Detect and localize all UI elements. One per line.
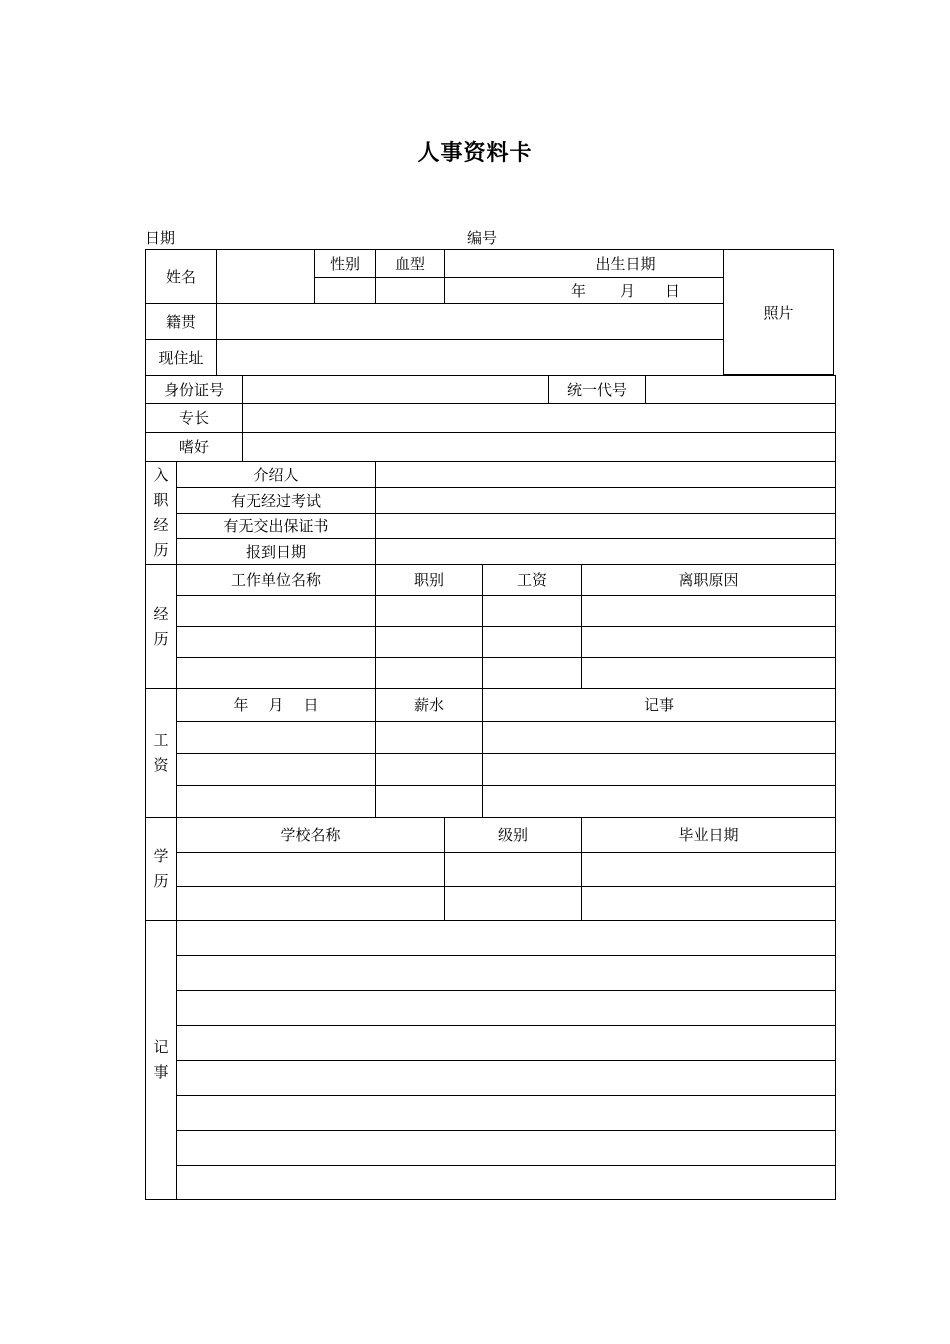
- introducer-label: 介绍人: [177, 462, 376, 488]
- hobby-field[interactable]: [243, 433, 836, 462]
- address-field[interactable]: [217, 340, 807, 376]
- native-place-field[interactable]: [217, 304, 807, 340]
- name-field[interactable]: [217, 250, 315, 304]
- table-row: [146, 722, 836, 754]
- salary-section-label: 工 资: [146, 689, 177, 818]
- table-row: [146, 786, 836, 818]
- birth-year-label: 年: [570, 281, 586, 300]
- personnel-form-table: [145, 249, 836, 1200]
- gender-label: 性别: [315, 250, 376, 278]
- notes-line[interactable]: [177, 1166, 836, 1200]
- table-row: [146, 853, 836, 887]
- birth-month-label: 月: [620, 281, 636, 300]
- notes-line[interactable]: [177, 1061, 836, 1096]
- guarantee-field[interactable]: [376, 514, 836, 539]
- address-label: 现住址: [146, 340, 217, 376]
- specialty-field[interactable]: [243, 404, 836, 433]
- table-row: [146, 596, 836, 627]
- level-header: 级别: [445, 818, 582, 853]
- unified-code-field[interactable]: [646, 376, 836, 404]
- wage-header: 工资: [483, 565, 582, 596]
- exam-field[interactable]: [376, 488, 836, 514]
- native-place-label: 籍贯: [146, 304, 217, 340]
- table-row: [146, 754, 836, 786]
- pay-header: 薪水: [376, 689, 483, 722]
- unified-code-label: 统一代号: [549, 376, 646, 404]
- salary-note-header: 记事: [483, 689, 836, 722]
- leave-reason-header: 离职原因: [582, 565, 836, 596]
- guarantee-label: 有无交出保证书: [177, 514, 376, 539]
- report-date-field[interactable]: [376, 539, 836, 565]
- photo-box[interactable]: [723, 249, 834, 375]
- report-date-label: 报到日期: [177, 539, 376, 565]
- entry-section-label: 入 职 经 历: [146, 462, 177, 565]
- notes-line[interactable]: [177, 991, 836, 1026]
- notes-section-label: 记 事: [146, 921, 177, 1200]
- notes-line[interactable]: [177, 956, 836, 991]
- table-row: [146, 887, 836, 921]
- table-row: [146, 627, 836, 658]
- gender-field[interactable]: [315, 278, 376, 304]
- photo-label: 照片: [763, 303, 794, 322]
- salary-date-header: 年 月 日: [177, 689, 376, 722]
- notes-line[interactable]: [177, 1131, 836, 1166]
- blood-type-label: 血型: [376, 250, 445, 278]
- birth-date-label: 出生日期: [445, 250, 807, 278]
- birth-day-label: 日: [665, 281, 681, 300]
- notes-line[interactable]: [177, 1096, 836, 1131]
- position-header: 职别: [376, 565, 483, 596]
- page-title: 人事资料卡: [417, 140, 533, 166]
- table-row: [146, 658, 836, 689]
- blood-type-field[interactable]: [376, 278, 445, 304]
- exam-label: 有无经过考试: [177, 488, 376, 514]
- id-card-label: 身份证号: [146, 376, 243, 404]
- introducer-field[interactable]: [376, 462, 836, 488]
- school-header: 学校名称: [177, 818, 445, 853]
- hobby-label: 嗜好: [146, 433, 243, 462]
- name-label: 姓名: [146, 250, 217, 304]
- specialty-label: 专长: [146, 404, 243, 433]
- graduation-date-header: 毕业日期: [582, 818, 836, 853]
- id-card-field[interactable]: [243, 376, 549, 404]
- notes-line[interactable]: [177, 921, 836, 956]
- employer-header: 工作单位名称: [177, 565, 376, 596]
- experience-section-label: 经 历: [146, 565, 177, 689]
- education-section-label: 学 历: [146, 818, 177, 921]
- number-label: 编号: [467, 229, 498, 247]
- date-label: 日期: [145, 229, 176, 247]
- notes-line[interactable]: [177, 1026, 836, 1061]
